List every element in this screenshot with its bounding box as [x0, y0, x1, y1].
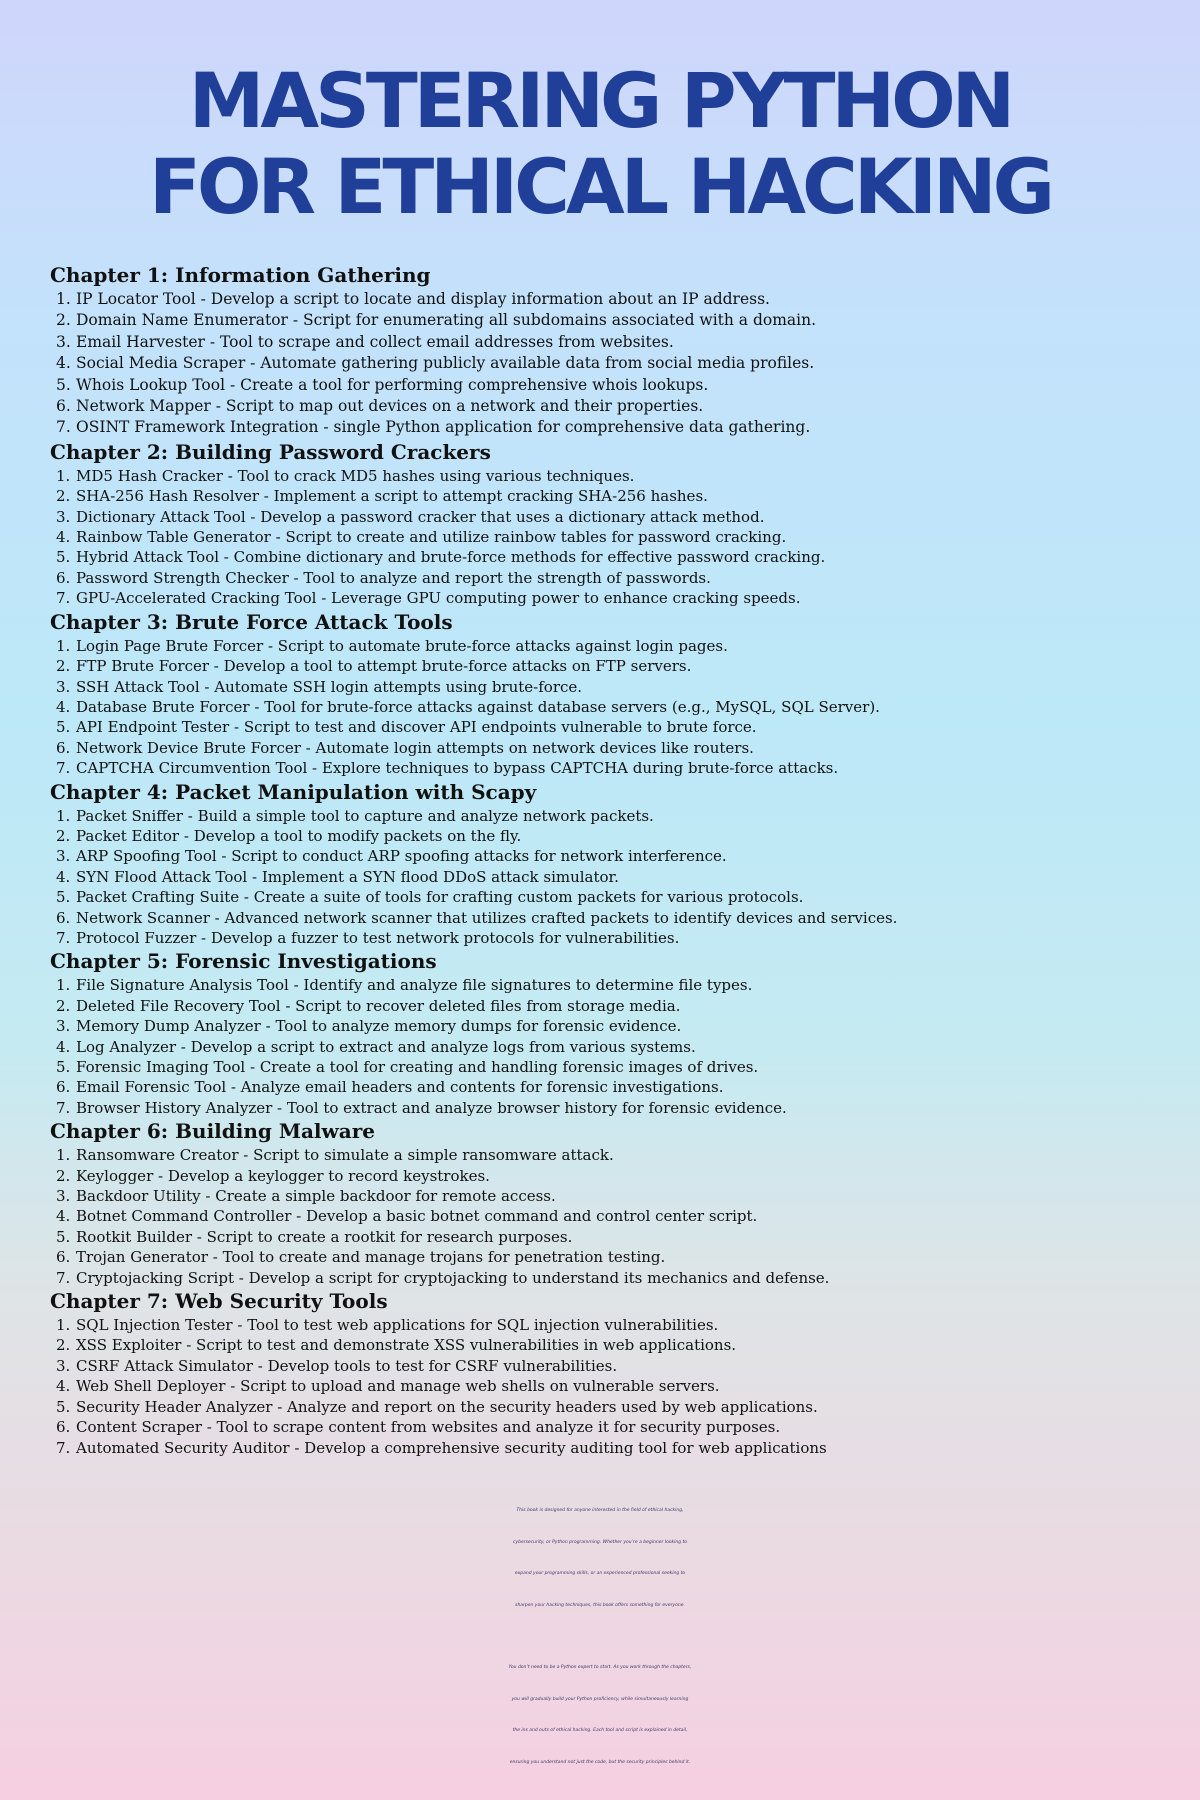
item-number: 3.: [56, 332, 71, 351]
item-text: GPU-Accelerated Cracking Tool - Leverage GPU computing power to enhance cracking speeds.: [76, 589, 801, 608]
item-text: Rainbow Table Generator - Script to create and utilize rainbow tables for password cracking.: [76, 528, 787, 547]
intro-paragraph: [0, 1495, 1200, 1621]
item-number: 6.: [56, 1078, 71, 1097]
item-number: 1.: [56, 466, 71, 485]
item-text: CAPTCHA Circumvention Tool - Explore techniques to bypass CAPTCHA during brute-force attacks.: [76, 759, 839, 778]
list-item: [50, 527, 1160, 547]
item-text: Cryptojacking Script - Develop a script for cryptojacking to understand its mechanics and defense.: [76, 1268, 830, 1287]
chapter-item-list: [50, 1145, 1160, 1288]
item-number: 3.: [56, 677, 71, 696]
item-number: 4.: [56, 697, 71, 716]
list-item: [50, 466, 1160, 486]
list-item: [50, 1077, 1160, 1097]
chapter-5: [50, 948, 1160, 1118]
item-text: XSS Exploiter - Script to test and demonstrate XSS vulnerabilities in web applications.: [76, 1336, 737, 1355]
list-item: [50, 826, 1160, 846]
chapter-heading: Chapter 7: Web Security Tools: [50, 1289, 388, 1314]
item-text: Domain Name Enumerator - Script for enumerating all subdomains associated with a domain.: [76, 311, 817, 330]
paragraph-line: you will gradually build your Python proficiency, while simultaneously learning: [511, 1696, 689, 1702]
chapter-7: [50, 1288, 1160, 1458]
item-text: Web Shell Deployer - Script to upload and manage web shells on vulnerable servers.: [76, 1377, 720, 1396]
item-text: SQL Injection Tester - Tool to test web applications for SQL injection vulnerabilities.: [76, 1316, 719, 1335]
item-number: 3.: [56, 1356, 71, 1375]
chapter-6: [50, 1118, 1160, 1288]
item-text: OSINT Framework Integration - single Python application for comprehensive data gathering.: [76, 418, 811, 437]
item-number: 5.: [56, 718, 71, 737]
item-number: 7.: [56, 589, 71, 608]
chapter-item-list: [50, 1315, 1160, 1458]
list-item: [50, 588, 1160, 608]
item-text: Backdoor Utility - Create a simple backdoor for remote access.: [76, 1187, 556, 1206]
list-item: [50, 636, 1160, 656]
list-item: [50, 1145, 1160, 1165]
item-number: 4.: [56, 1207, 71, 1226]
table-of-contents: [50, 262, 1160, 1458]
chapter-item-list: [50, 806, 1160, 949]
list-item: [50, 1227, 1160, 1247]
item-number: 6.: [56, 738, 71, 757]
list-item: [50, 547, 1160, 567]
list-item: [50, 996, 1160, 1016]
item-number: 5.: [56, 375, 71, 394]
chapter-4: [50, 779, 1160, 949]
paragraph-line: sharpen your hacking techniques, this book offers something for everyone.: [515, 1602, 685, 1608]
paragraph-line: cybersecurity, or Python programming. Whether you’re a beginner looking to: [512, 1539, 688, 1545]
list-item: [50, 1098, 1160, 1118]
list-item: [50, 908, 1160, 928]
list-item: [50, 887, 1160, 907]
chapter-heading: Chapter 3: Brute Force Attack Tools: [50, 609, 453, 634]
item-number: 6.: [56, 1248, 71, 1267]
item-text: File Signature Analysis Tool - Identify and analyze file signatures to determine file types.: [76, 976, 753, 995]
item-text: FTP Brute Forcer - Develop a tool to attempt brute-force attacks on FTP servers.: [76, 657, 692, 676]
item-number: 2.: [56, 1336, 71, 1355]
item-text: MD5 Hash Cracker - Tool to crack MD5 hashes using various techniques.: [76, 466, 635, 485]
item-text: Security Header Analyzer - Analyze and report on the security headers used by web applications.: [76, 1397, 818, 1416]
item-number: 5.: [56, 1397, 71, 1416]
chapter-heading: Chapter 1: Information Gathering: [50, 263, 431, 287]
item-text: Browser History Analyzer - Tool to extract and analyze browser history for forensic evidence.: [76, 1098, 787, 1117]
item-number: 2.: [56, 311, 71, 330]
list-item: [50, 697, 1160, 717]
list-item: [50, 375, 1160, 396]
item-number: 5.: [56, 888, 71, 907]
list-item: [50, 1397, 1160, 1417]
book-title-line-1: MASTERING PYTHON: [188, 56, 1012, 145]
item-text: Content Scraper - Tool to scrape content from websites and analyze it for security purposes.: [76, 1418, 781, 1437]
item-text: API Endpoint Tester - Script to test and discover API endpoints vulnerable to brute force.: [76, 718, 757, 737]
chapter-heading: Chapter 5: Forensic Investigations: [50, 949, 437, 974]
item-text: Email Forensic Tool - Analyze email headers and contents for forensic investigations.: [76, 1078, 724, 1097]
item-number: 1.: [56, 806, 71, 825]
item-text: Dictionary Attack Tool - Develop a password cracker that uses a dictionary attack method.: [76, 507, 765, 526]
item-text: Ransomware Creator - Script to simulate a simple ransomware attack.: [76, 1146, 614, 1165]
item-number: 3.: [56, 507, 71, 526]
paragraph-line: expand your programming skills, or an experienced professional seeking to: [514, 1571, 686, 1576]
chapter-item-list: [50, 636, 1160, 779]
item-text: Password Strength Checker - Tool to analyze and report the strength of passwords.: [76, 568, 711, 587]
list-item: [50, 507, 1160, 527]
item-number: 7.: [56, 418, 71, 437]
chapter-3: [50, 609, 1160, 779]
paragraph-line: This book is designed for anyone interested in the field of ethical hacking,: [516, 1508, 684, 1513]
item-text: Packet Sniffer - Build a simple tool to capture and analyze network packets.: [76, 806, 654, 825]
item-text: Network Mapper - Script to map out devices on a network and their properties.: [76, 397, 704, 416]
item-text: Packet Crafting Suite - Create a suite of tools for crafting custom packets for various protocols.: [76, 888, 804, 907]
item-text: Hybrid Attack Tool - Combine dictionary and brute-force methods for effective password cracking.: [76, 548, 826, 567]
item-text: ARP Spoofing Tool - Script to conduct ARP spoofing attacks for network interference.: [76, 847, 727, 866]
list-item: [50, 417, 1160, 438]
item-number: 5.: [56, 1227, 71, 1246]
chapter-heading: Chapter 4: Packet Manipulation with Scapy: [50, 779, 537, 804]
item-number: 2.: [56, 996, 71, 1015]
item-text: CSRF Attack Simulator - Develop tools to test for CSRF vulnerabilities.: [76, 1356, 618, 1375]
chapter-heading: Chapter 6: Building Malware: [50, 1119, 375, 1144]
item-number: 4.: [56, 354, 71, 373]
item-text: Network Device Brute Forcer - Automate login attempts on network devices like routers.: [76, 738, 754, 757]
list-item: [50, 1166, 1160, 1186]
item-number: 2.: [56, 826, 71, 845]
list-item: [50, 289, 1160, 310]
list-item: [50, 1057, 1160, 1077]
item-number: 7.: [56, 928, 71, 947]
item-number: 1.: [56, 290, 71, 308]
list-item: [50, 486, 1160, 506]
item-number: 6.: [56, 908, 71, 927]
list-item: [50, 975, 1160, 995]
item-number: 3.: [56, 1187, 71, 1206]
item-number: 4.: [56, 1377, 71, 1396]
list-item: [50, 717, 1160, 737]
list-item: [50, 738, 1160, 758]
list-item: [50, 1206, 1160, 1226]
list-item: [50, 1356, 1160, 1376]
list-item: [50, 656, 1160, 676]
item-number: 7.: [56, 1438, 71, 1457]
list-item: [50, 1315, 1160, 1335]
item-text: SHA-256 Hash Resolver - Implement a script to attempt cracking SHA-256 hashes.: [76, 487, 708, 506]
item-number: 2.: [56, 657, 71, 676]
item-number: 3.: [56, 1017, 71, 1036]
list-item: [50, 1247, 1160, 1267]
paragraph-line: You don’t need to be a Python expert to start. As you work through the chapters,: [508, 1665, 692, 1670]
list-item: [50, 332, 1160, 353]
item-text: Packet Editor - Develop a tool to modify packets on the fly.: [76, 826, 522, 845]
item-number: 7.: [56, 759, 71, 778]
item-text: SYN Flood Attack Tool - Implement a SYN flood DDoS attack simulator.: [76, 867, 619, 886]
item-text: Forensic Imaging Tool - Create a tool for creating and handling forensic images of drives.: [76, 1058, 759, 1076]
list-item: [50, 310, 1160, 331]
item-text: Network Scanner - Advanced network scanner that utilizes crafted packets to identify devices and services.: [76, 908, 898, 927]
item-text: Rootkit Builder - Script to create a rootkit for research purposes.: [76, 1227, 573, 1246]
list-item: [50, 1417, 1160, 1437]
list-item: [50, 1335, 1160, 1355]
item-number: 6.: [56, 568, 71, 587]
item-number: 7.: [56, 1268, 71, 1287]
item-number: 6.: [56, 397, 71, 416]
item-text: Social Media Scraper - Automate gathering publicly available data from social media profiles.: [76, 354, 815, 373]
item-number: 5.: [56, 548, 71, 567]
item-number: 5.: [56, 1058, 71, 1076]
chapter-item-list: [50, 466, 1160, 609]
item-number: 3.: [56, 847, 71, 866]
book-title-line-2: FOR ETHICAL HACKING: [149, 142, 1051, 231]
list-item: [50, 1438, 1160, 1458]
list-item: [50, 1016, 1160, 1036]
item-number: 2.: [56, 1166, 71, 1185]
item-text: Protocol Fuzzer - Develop a fuzzer to test network protocols for vulnerabilities.: [76, 928, 680, 947]
item-text: Memory Dump Analyzer - Tool to analyze memory dumps for forensic evidence.: [76, 1017, 682, 1036]
list-item: [50, 758, 1160, 778]
list-item: [50, 928, 1160, 948]
item-number: 6.: [56, 1418, 71, 1437]
list-item: [50, 1186, 1160, 1206]
item-text: Email Harvester - Tool to scrape and collect email addresses from websites.: [76, 332, 674, 351]
item-number: 4.: [56, 528, 71, 547]
item-text: Whois Lookup Tool - Create a tool for performing comprehensive whois lookups.: [76, 375, 709, 394]
item-text: Automated Security Auditor - Develop a comprehensive security auditing tool for web applications: [76, 1438, 827, 1457]
list-item: [50, 1268, 1160, 1288]
chapter-2: [50, 439, 1160, 609]
chapter-heading: Chapter 2: Building Password Crackers: [50, 439, 491, 464]
item-text: Botnet Command Controller - Develop a basic botnet command and control center script.: [76, 1207, 758, 1226]
paragraph-line: ensuring you understand not just the code, but the security principles behind it.: [509, 1759, 691, 1765]
item-text: Login Page Brute Forcer - Script to automate brute-force attacks against login pages.: [76, 636, 728, 655]
item-number: 1.: [56, 976, 71, 995]
list-item: [50, 568, 1160, 588]
item-text: Deleted File Recovery Tool - Script to recover deleted files from storage media.: [76, 996, 681, 1015]
item-number: 1.: [56, 1316, 71, 1335]
item-text: SSH Attack Tool - Automate SSH login attempts using brute-force.: [76, 677, 583, 696]
book-title: [0, 58, 1200, 230]
list-item: [50, 846, 1160, 866]
list-item: [50, 1376, 1160, 1396]
chapter-item-list: [50, 975, 1160, 1118]
item-number: 2.: [56, 487, 71, 506]
item-number: 4.: [56, 867, 71, 886]
list-item: [50, 677, 1160, 697]
item-text: Keylogger - Develop a keylogger to record keystrokes.: [76, 1166, 490, 1185]
prerequisites-paragraph: [0, 1652, 1200, 1778]
chapter-1: [50, 262, 1160, 439]
list-item: [50, 1037, 1160, 1057]
item-number: 7.: [56, 1098, 71, 1117]
list-item: [50, 353, 1160, 374]
list-item: [50, 867, 1160, 887]
item-text: IP Locator Tool - Develop a script to locate and display information about an IP address.: [76, 290, 770, 308]
chapter-item-list: [50, 289, 1160, 439]
item-text: Log Analyzer - Develop a script to extract and analyze logs from various systems.: [76, 1037, 696, 1056]
item-number: 1.: [56, 1146, 71, 1165]
item-text: Database Brute Forcer - Tool for brute-force attacks against database servers (e.g., MySQL, SQL Server).: [76, 697, 880, 716]
paragraph-line: the ins and outs of ethical hacking. Each tool and script is explained in detail,: [512, 1728, 688, 1733]
list-item: [50, 806, 1160, 826]
item-number: 1.: [56, 636, 71, 655]
item-text: Trojan Generator - Tool to create and manage trojans for penetration testing.: [76, 1248, 666, 1267]
list-item: [50, 396, 1160, 417]
item-number: 4.: [56, 1037, 71, 1056]
